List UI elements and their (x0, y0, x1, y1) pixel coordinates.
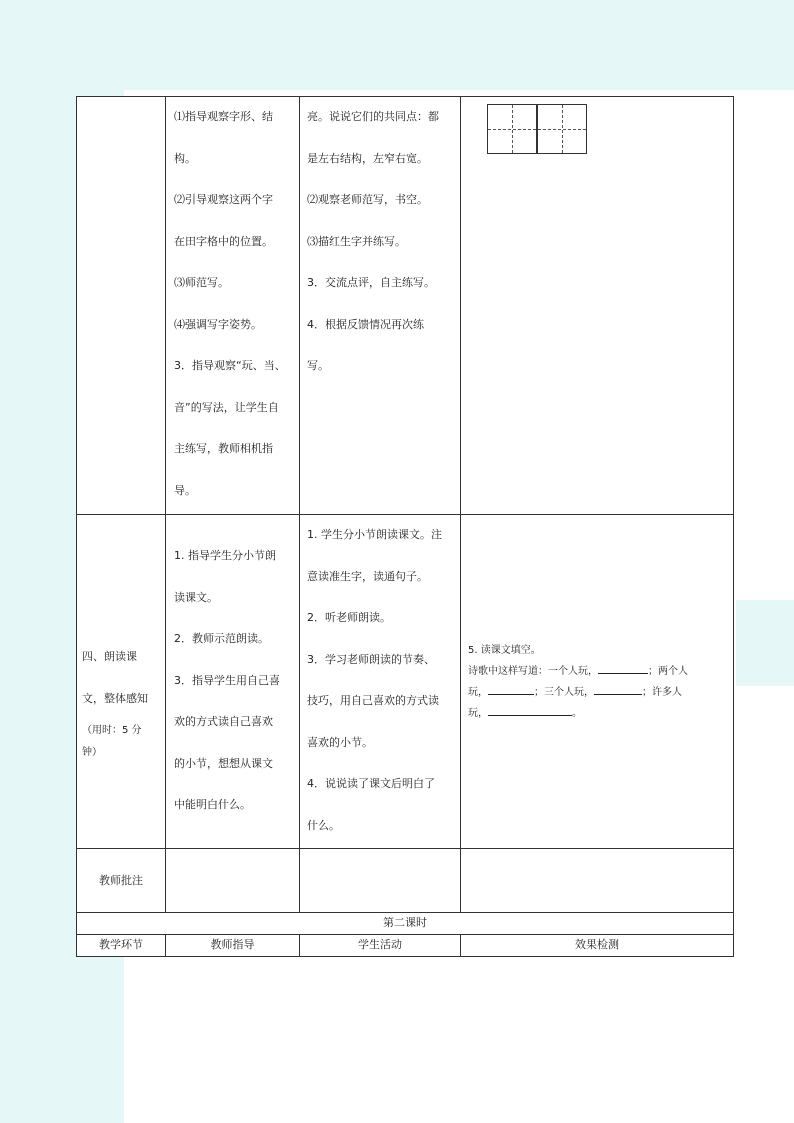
text-line: ⑴指导观察字形、结 (174, 110, 273, 123)
text-line: 构。 (174, 151, 196, 165)
time-note-line: 钟） (82, 747, 102, 758)
exercise-text: ；三个人玩， (534, 687, 594, 698)
text-line: 写。 (307, 359, 329, 372)
table-border-left (76, 96, 77, 957)
teacher-notes-cell[interactable] (166, 849, 299, 912)
text-line: 3．指导学生用自己喜 (174, 673, 280, 687)
text-line: 是左右结构，左窄右宽。 (307, 151, 428, 165)
text-line: 读课文。 (174, 590, 218, 604)
text-line: ⑶描红生字并练写。 (307, 234, 406, 248)
table-col-divider (165, 96, 166, 913)
header-teacher-guidance: 教师指导 (210, 938, 255, 951)
row2-time-note (82, 720, 162, 764)
row2-teacher-guidance (174, 535, 296, 826)
text-line: 2．教师示范朗读。 (174, 632, 269, 645)
text-line: ⑵观察老师范写，书空。 (307, 193, 428, 206)
exercise-text: 诗歌中这样写道：一个人玩， (468, 666, 598, 677)
table-border-right (733, 96, 734, 957)
exercise-line (468, 703, 730, 724)
text-line: 1. 学生分小节朗读课文。注 (307, 528, 442, 541)
text-line: 3．学习老师朗读的节奏、 (307, 652, 435, 666)
text-line: ⑶师范写。 (174, 276, 229, 289)
exercise-text: ；两个人 (648, 666, 688, 677)
section-title-line: 文，整体感知 (82, 691, 148, 705)
header-effect-check: 效果检测 (575, 938, 619, 951)
table-col-divider (460, 96, 461, 913)
text-line: 意读准生字，读通句子。 (307, 569, 428, 583)
text-line: 主练写，教师相机指 (174, 442, 273, 455)
text-line: 1. 指导学生分小节朗 (174, 549, 276, 562)
text-line: 4．说说读了课文后明白了 (307, 777, 435, 790)
teacher-notes-cell[interactable] (461, 849, 733, 912)
second-lesson-heading: 第二课时 (383, 916, 427, 929)
time-note-line: （用时：5 分 (82, 725, 142, 736)
text-line: 4．根据反馈情况再次练 (307, 317, 424, 331)
text-line: 技巧，用自己喜欢的方式读 (307, 694, 439, 707)
answer-blank[interactable] (488, 684, 534, 695)
row1-student-activity (307, 96, 457, 387)
tianzige-grid (487, 104, 537, 154)
text-line: ⑷强调写字姿势。 (174, 317, 262, 331)
exercise-text: ；许多人 (642, 687, 682, 698)
row2-effect-check (468, 640, 730, 724)
exercise-text: 玩， (468, 708, 488, 719)
teacher-notes-label: 教师批注 (99, 874, 143, 887)
text-line: 亮。说说它们的共同点：都 (307, 110, 439, 123)
answer-blank[interactable] (598, 663, 648, 674)
exercise-text: 玩， (468, 687, 488, 698)
row2-student-activity (307, 514, 457, 846)
text-line: 欢的方式读自己喜欢 (174, 715, 273, 728)
text-line: 的小节，想想从课文 (174, 756, 273, 770)
row1-teacher-guidance (174, 96, 296, 511)
text-line: 喜欢的小节。 (307, 735, 373, 749)
tianzige-grid (537, 104, 587, 154)
text-line: 3．交流点评，自主练写。 (307, 276, 435, 289)
row2-section-label (82, 636, 162, 719)
answer-blank[interactable] (488, 705, 572, 716)
text-line: 什么。 (307, 818, 340, 832)
section-title-line: 四、朗读课 (82, 650, 137, 663)
header-student-activity: 学生活动 (358, 938, 402, 951)
exercise-text: 。 (572, 708, 582, 719)
exercise-line (468, 661, 730, 682)
header-teaching-stage: 教学环节 (99, 938, 143, 951)
exercise-line (468, 682, 730, 703)
table-col-divider (299, 96, 300, 913)
text-line: 导。 (174, 483, 196, 497)
text-line: 在田字格中的位置。 (174, 234, 273, 248)
answer-blank[interactable] (594, 684, 642, 695)
exercise-title: 5. 读课文填空。 (468, 645, 541, 656)
teacher-notes-cell[interactable] (300, 849, 460, 912)
text-line: ⑵引导观察这两个字 (174, 193, 273, 206)
table-border-bottom (76, 956, 734, 957)
text-line: 2．听老师朗读。 (307, 611, 391, 624)
page-background-right (736, 600, 794, 686)
text-line: 3．指导观察“玩、当、 (174, 359, 286, 372)
text-line: 音”的写法，让学生自 (174, 400, 279, 414)
text-line: 中能明白什么。 (174, 798, 251, 811)
